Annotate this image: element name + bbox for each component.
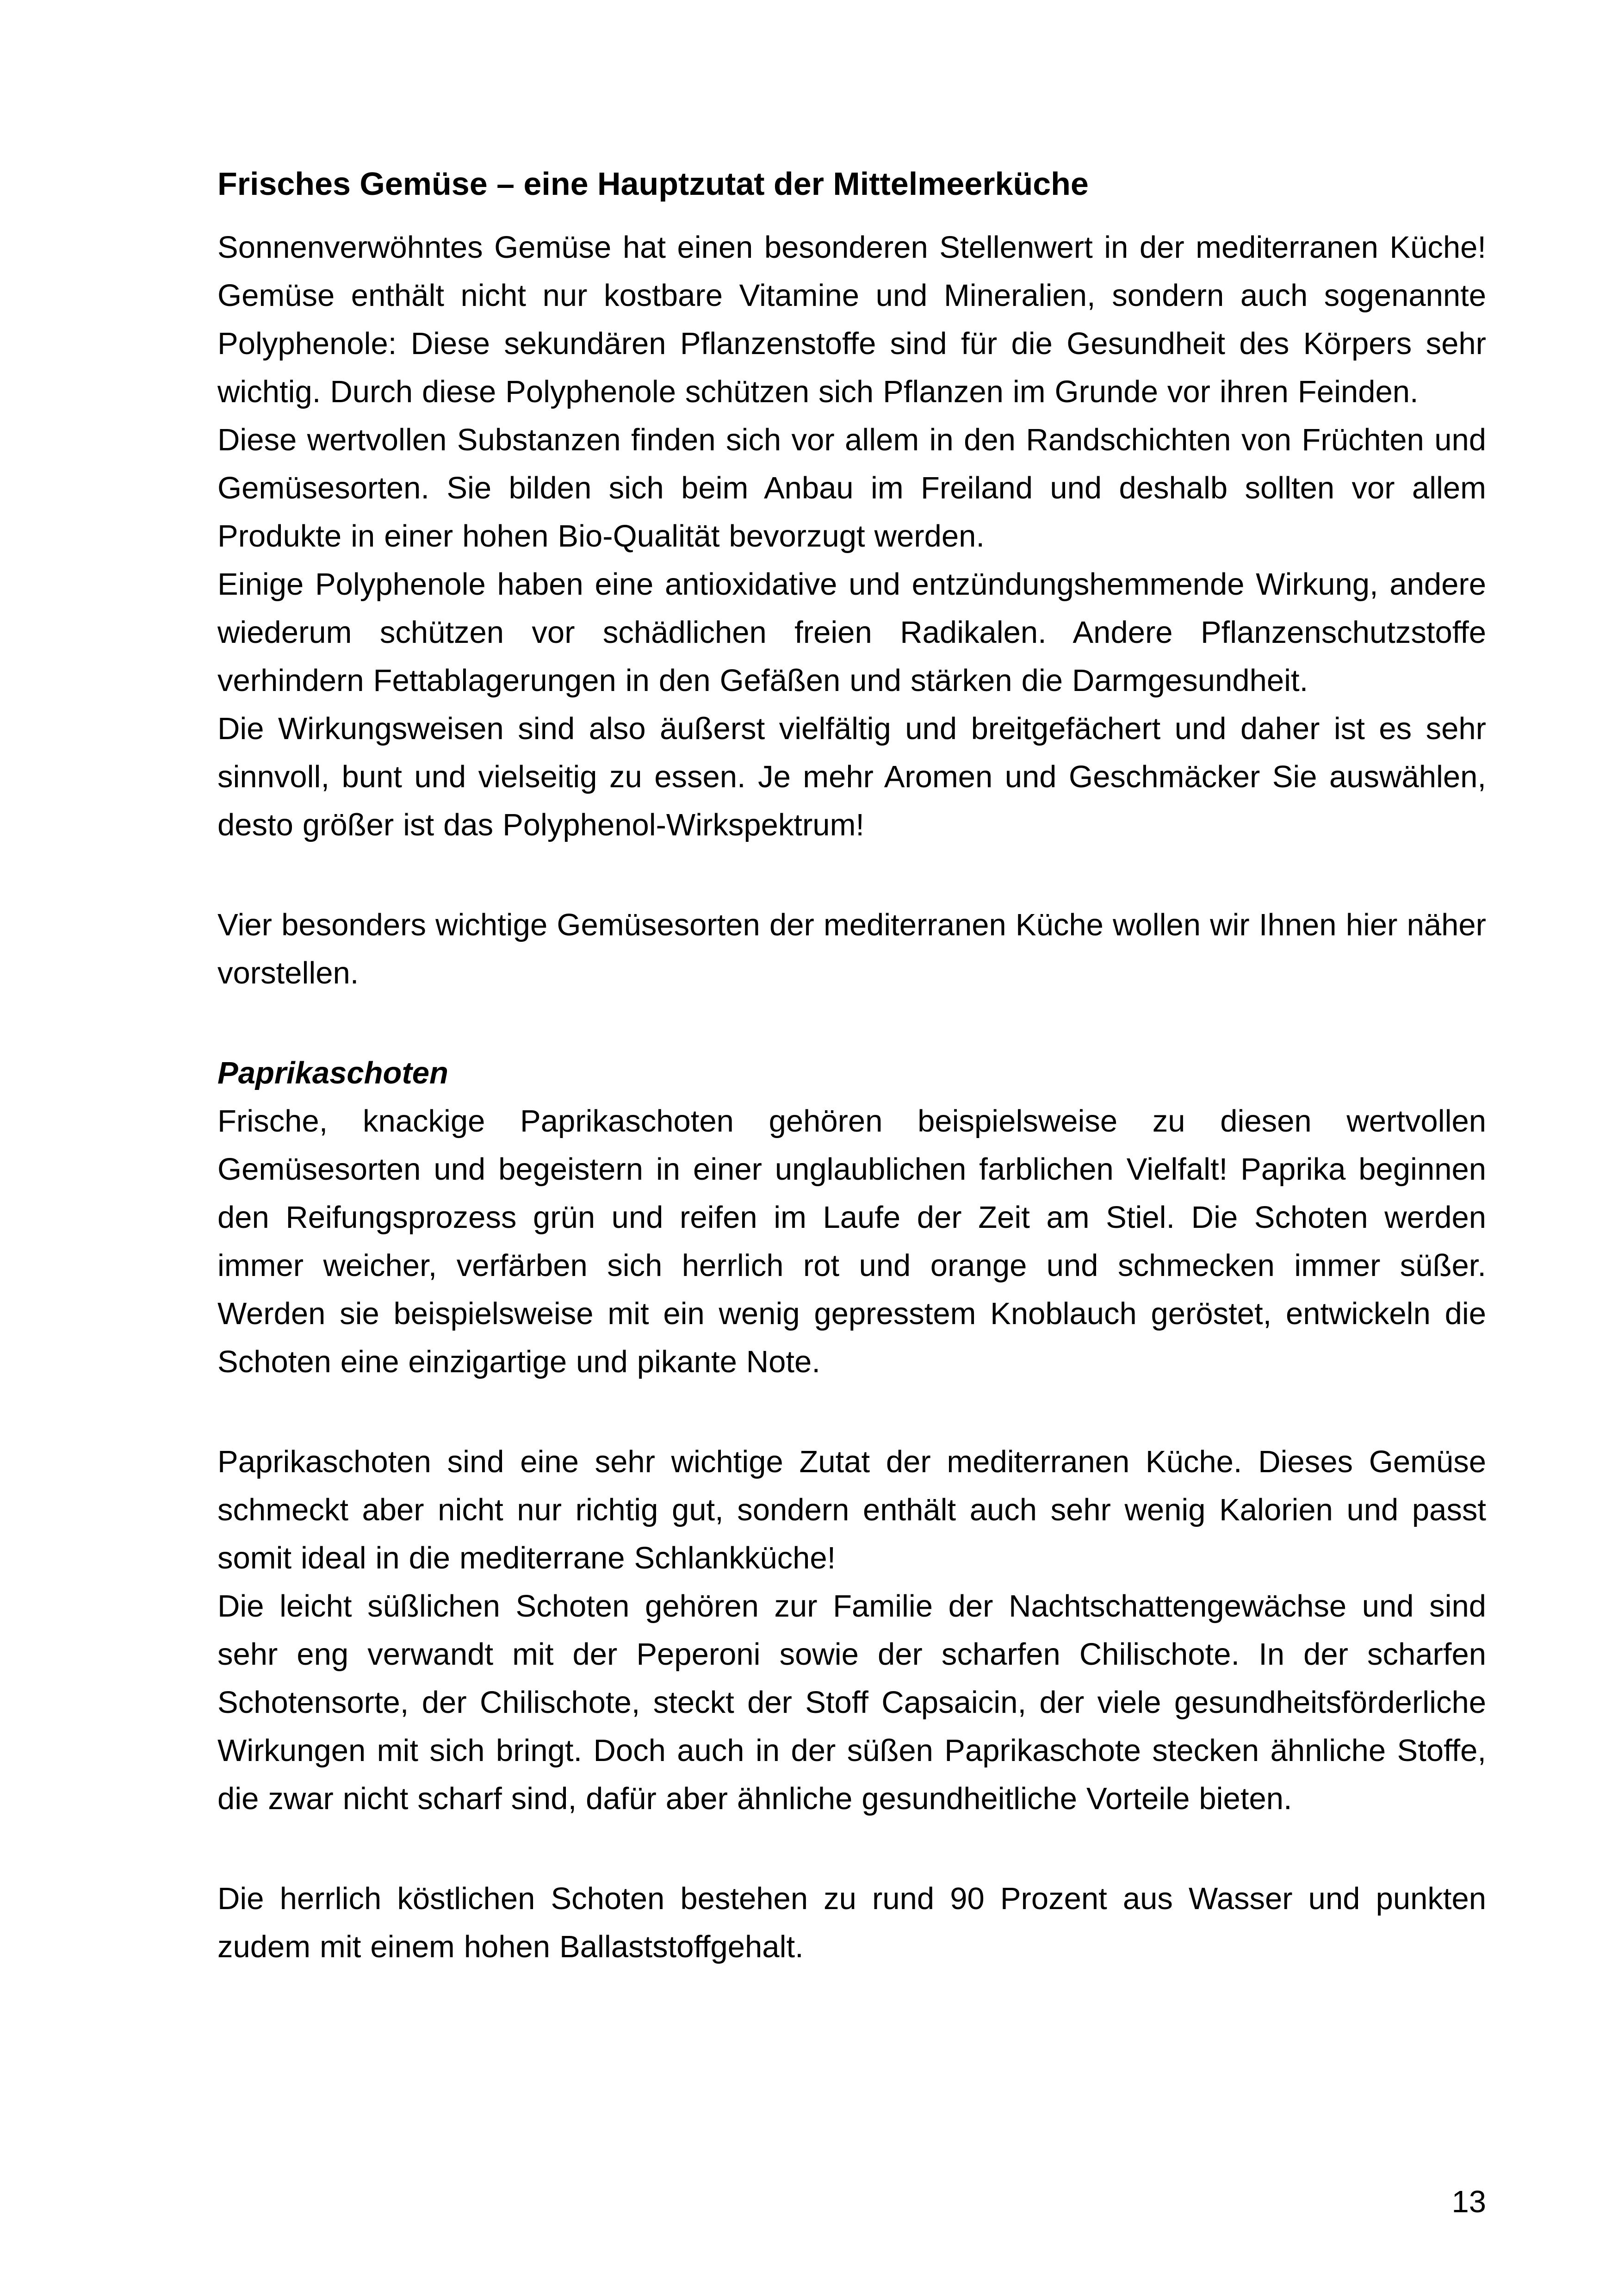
page-title: Frisches Gemüse – eine Hauptzutat der Mittelmeerküche [217,166,1089,202]
paragraph-9: Die herrlich köstlichen Schoten bestehen zu rund 90 Prozent aus Wasser und punkten zudem mit einem hohen Ballaststoffgehalt. [217,1881,1486,1964]
paragraph-6: Frische, knackige Paprikaschoten gehören beispielsweise zu diesen wertvollen Gemüsesorten und begeistern in einer unglaublichen farblichen Vielfalt! Paprika beginnen den Reifungsprozess grün und reifen im Laufe der Zeit am Stiel. Die Schoten werden immer weicher, verfärben sich herrlich rot und orange und schmecken immer süßer. Werden sie beispielsweise mit ein wenig gepresstem Knoblauch geröstet, entwickeln die Schoten eine einzigartige und pikante Note. [217,1104,1486,1379]
paragraph-3: Einige Polyphenole haben eine antioxidative und entzündungshemmende Wirkung, andere wiederum schützen vor schädlichen freien Radikalen. Andere Pflanzenschutzstoffe verhindern Fettablagerungen in den Gefäßen und stärken die Darmgesundheit. [217,567,1486,698]
paragraph-8: Die leicht süßlichen Schoten gehören zur Familie der Nachtschattengewächse und sind sehr eng verwandt mit der Peperoni sowie der scharfen Chilischote. In der scharfen Schotensorte, der Chilischote, steckt der Stoff Capsaicin, der viele gesundheitsförderliche Wirkungen mit sich bringt. Doch auch in der süßen Paprikaschote stecken ähnliche Stoffe, die zwar nicht scharf sind, dafür aber ähnliche gesundheitliche Vorteile bieten. [217,1589,1486,1816]
subheading-paprikaschoten: Paprikaschoten [217,1056,448,1090]
paragraph-5: Vier besonders wichtige Gemüsesorten der mediterranen Küche wollen wir Ihnen hier näher vorstellen. [217,908,1486,990]
page-number: 13 [1451,2184,1486,2219]
paragraph-7: Paprikaschoten sind eine sehr wichtige Zutat der mediterranen Küche. Dieses Gemüse schmeckt aber nicht nur richtig gut, sondern enthält auch sehr wenig Kalorien und passt somit ideal in die mediterrane Schlankküche! [217,1444,1486,1575]
text-column [217,160,1486,1971]
paragraph-1: Sonnenverwöhntes Gemüse hat einen besonderen Stellenwert in der mediterranen Küche! Gemüse enthält nicht nur kostbare Vitamine und Mineralien, sondern auch sogenannte Polyphenole: Diese sekundären Pflanzenstoffe sind für die Gesundheit des Körpers sehr wichtig. Durch diese Polyphenole schützen sich Pflanzen im Grunde vor ihren Feinden. [217,230,1486,409]
paragraph-4: Die Wirkungsweisen sind also äußerst vielfältig und breitgefächert und daher ist es sehr sinnvoll, bunt und vielseitig zu essen. Je mehr Aromen und Geschmäcker Sie auswählen, desto größer ist das Polyphenol-Wirkspektrum! [217,711,1486,842]
paragraph-2: Diese wertvollen Substanzen finden sich vor allem in den Randschichten von Früchten und Gemüsesorten. Sie bilden sich beim Anbau im Freiland und deshalb sollten vor allem Produkte in einer hohen Bio-Qualität bevorzugt werden. [217,423,1486,554]
